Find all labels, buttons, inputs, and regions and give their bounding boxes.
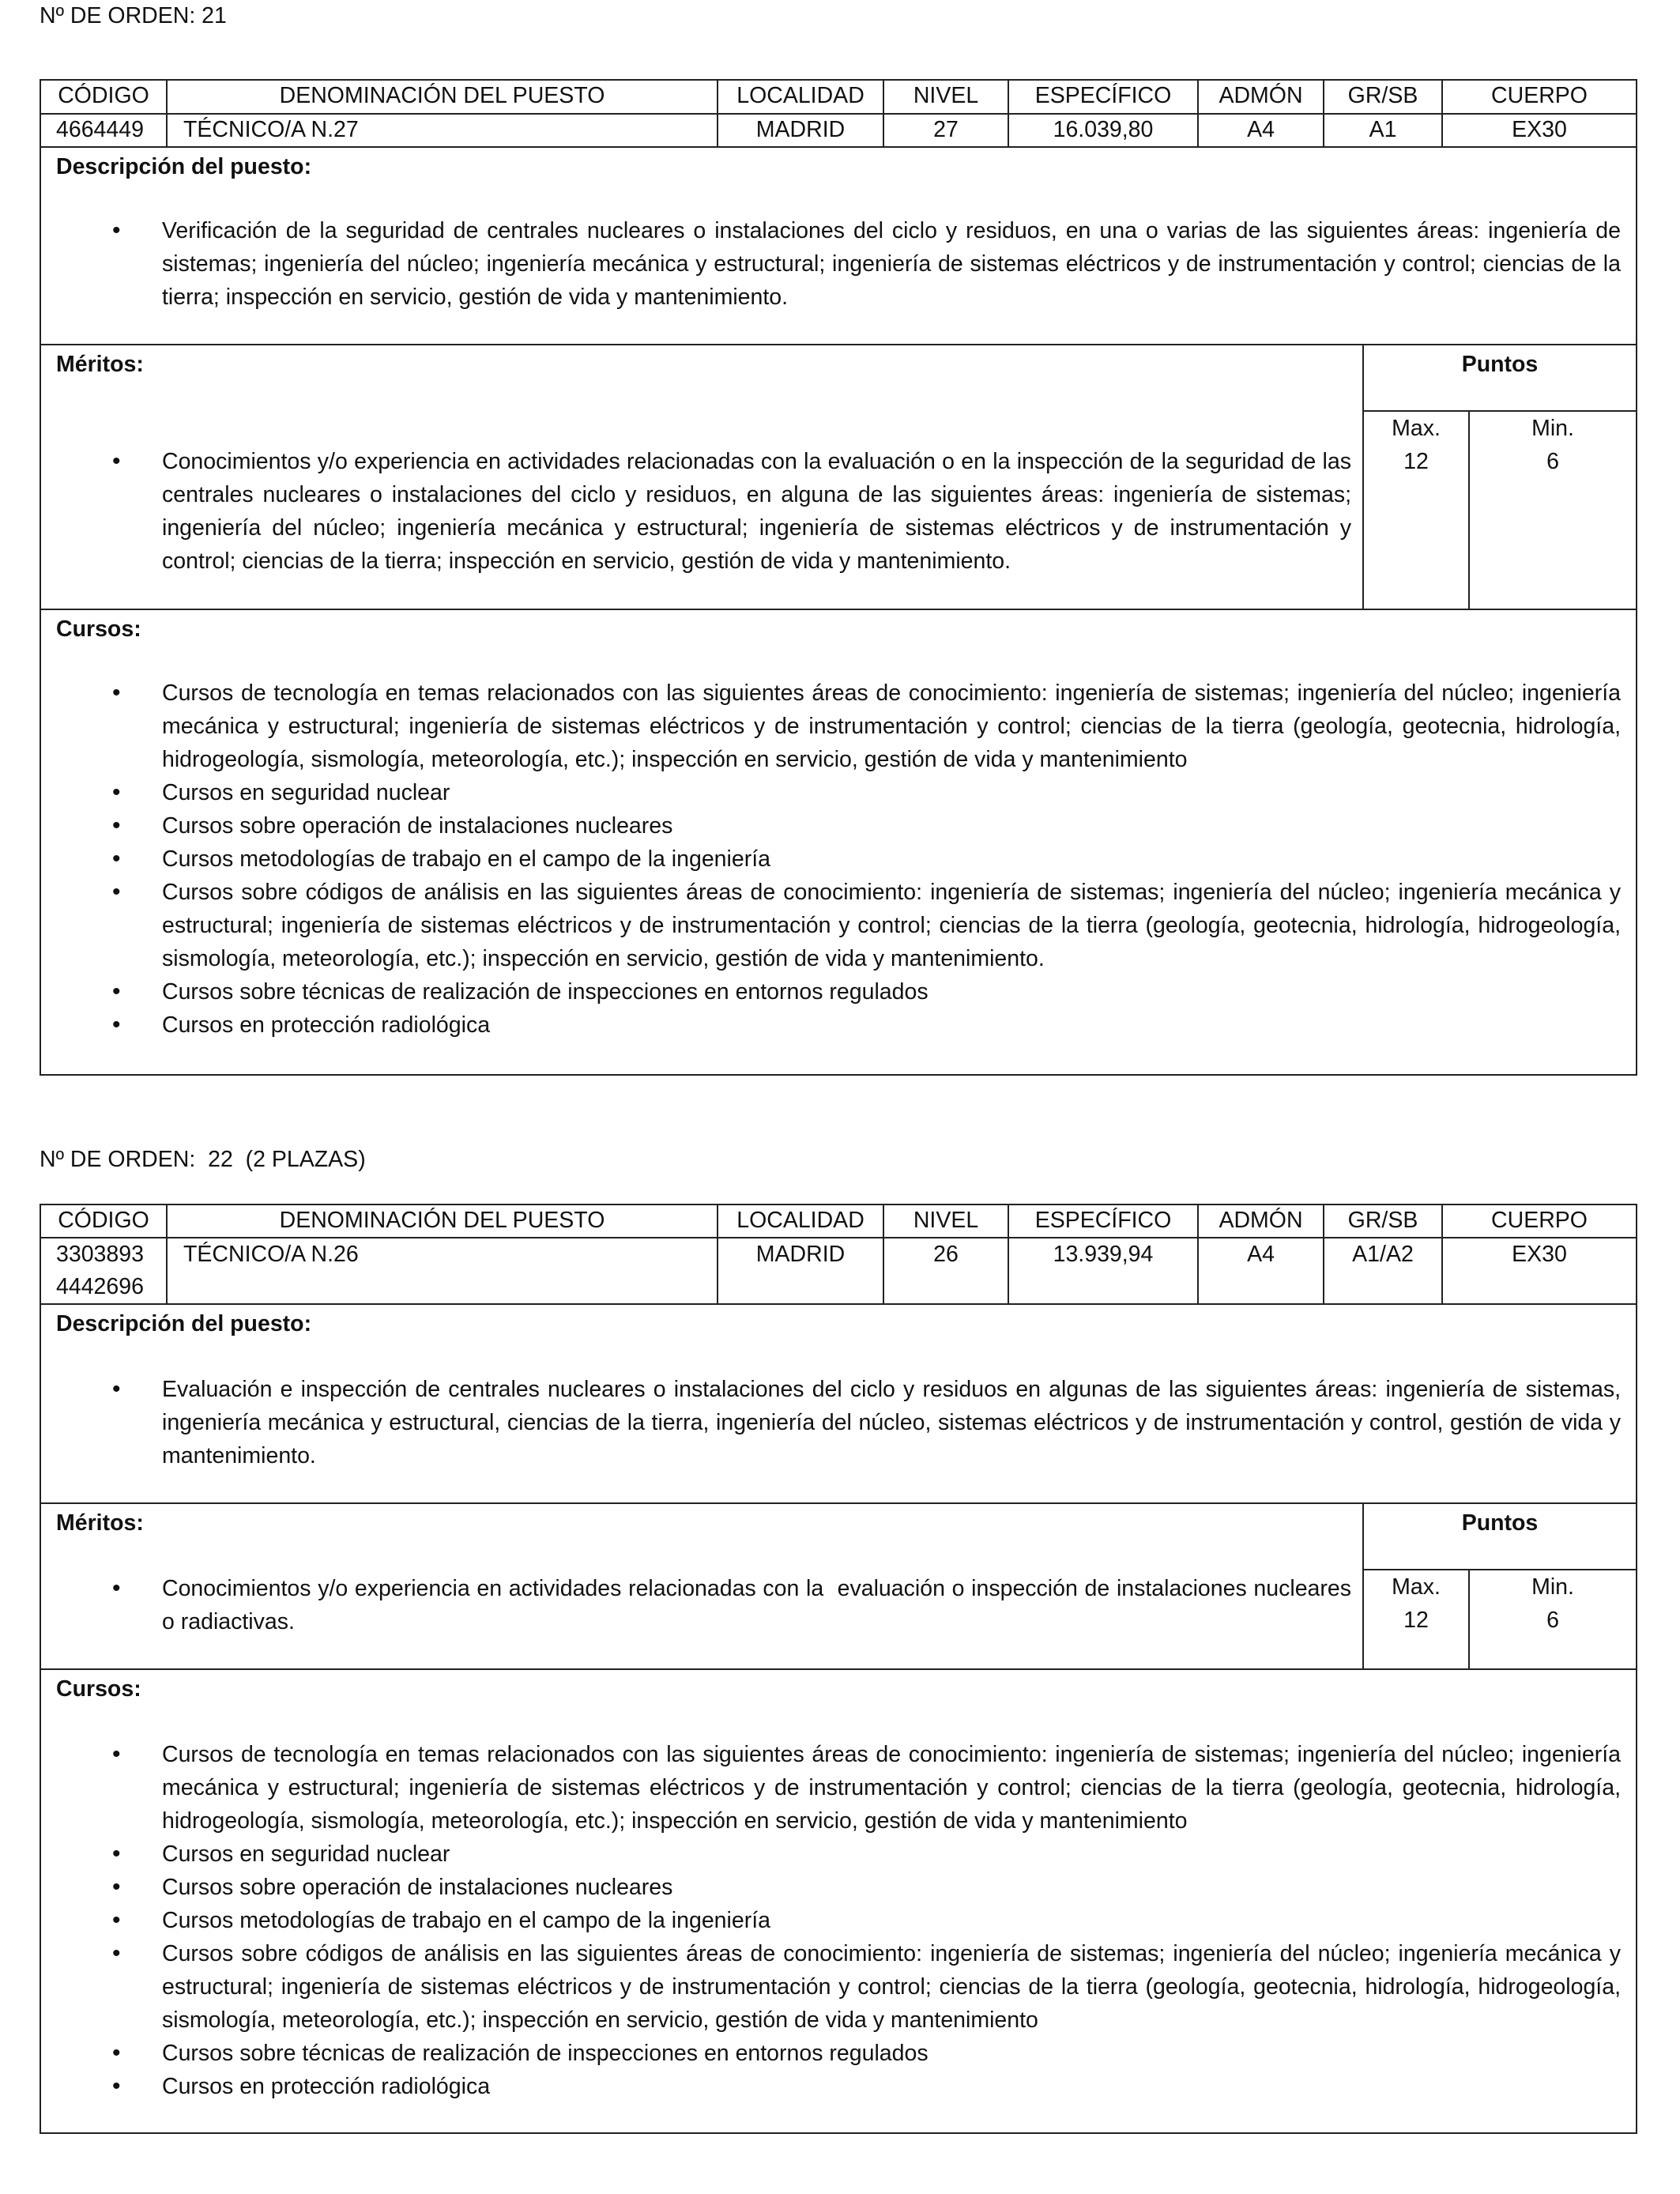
- points-label: Puntos: [1461, 352, 1539, 377]
- merits-text: [41, 345, 1365, 609]
- max-value: 12: [1403, 449, 1429, 474]
- cell-codigo: [41, 115, 168, 146]
- course-item: • Cursos en seguridad nuclear: [41, 1838, 1636, 1871]
- cell-denominacion: TÉCNICO/A N.27: [168, 115, 718, 146]
- data-row: [41, 115, 1636, 146]
- col-header-nivel: NIVEL: [884, 1205, 1009, 1237]
- col-header-grsb: GR/SB: [1324, 1205, 1443, 1237]
- merits-label: Méritos:: [56, 352, 144, 377]
- cell-cuerpo: EX30: [1512, 116, 1567, 142]
- description-item: • Verificación de la seguridad de centrales nucleares o instalaciones del ciclo y residuos, en una o varias de las siguientes áreas: ingeniería de sistemas; ingeniería del núcleo; ingeniería mecánica y estructural; ingeniería de sistemas eléctricos y de instrumentación y control; ciencias de la tierra; inspección en servicio, gestión de vida y mantenimiento.: [41, 214, 1636, 314]
- points-max-cell: [1364, 412, 1470, 609]
- codigo-value: 4442696: [56, 1274, 144, 1299]
- cell-grsb: A1/A2: [1324, 1238, 1443, 1303]
- points-box: [1362, 345, 1636, 609]
- col-header-localidad: LOCALIDAD: [718, 81, 884, 113]
- merits-label: Méritos:: [56, 1510, 144, 1536]
- col-header-cuerpo: CUERPO: [1491, 83, 1588, 108]
- courses-section: [40, 1670, 1637, 2134]
- position-header-table: [40, 79, 1637, 148]
- cell-codigo: [41, 1238, 168, 1303]
- cell-admon: A4: [1199, 115, 1324, 146]
- course-item: • Cursos en protección radiológica: [41, 2070, 1636, 2103]
- points-min-cell: [1470, 1570, 1636, 1668]
- col-header-codigo: CÓDIGO: [41, 81, 168, 113]
- course-item: • Cursos metodologías de trabajo en el campo de la ingeniería: [41, 1904, 1636, 1937]
- col-header-denominacion: DENOMINACIÓN DEL PUESTO: [168, 1205, 718, 1237]
- merits-text: [41, 1504, 1365, 1668]
- col-header-especifico: ESPECÍFICO: [1009, 1205, 1199, 1237]
- course-item: • Cursos sobre códigos de análisis en las siguientes áreas de conocimiento: ingeniería de sistemas; ingeniería del núcleo; ingeniería mecánica y estructural; ingeniería de sistemas eléctricos y de instrumentación y control; ciencias de la tierra (geología, geotecnia, hidrología, hidrogeología, sismología, meteorología, etc.); inspección en servicio, gestión de vida y mantenimiento.: [41, 876, 1636, 975]
- description-section: [40, 1305, 1637, 1504]
- cell-especifico: 13.939,94: [1009, 1238, 1199, 1303]
- merits-section: [40, 345, 1637, 610]
- merits-list: [41, 1572, 1365, 1638]
- course-item: • Cursos sobre códigos de análisis en las siguientes áreas de conocimiento: ingeniería de sistemas; ingeniería del núcleo; ingeniería mecánica y estructural; ingeniería de sistemas eléctricos y de instrumentación y control; ciencias de la tierra (geología, geotecnia, hidrología, hidrogeología, sismología, meteorología, etc.); inspección en servicio, gestión de vida y mantenimiento: [41, 1937, 1636, 2037]
- cell-localidad: MADRID: [718, 115, 884, 146]
- course-item: • Cursos de tecnología en temas relacionados con las siguientes áreas de conocimiento: ingeniería de sistemas; ingeniería del núcleo; ingeniería mecánica y estructural; ingeniería de sistemas eléctricos y de instrumentación y control; ciencias de la tierra (geología, geotecnia, hidrología, hidrogeología, sismología, meteorología, etc.); inspección en servicio, gestión de vida y mantenimiento: [41, 1738, 1636, 1838]
- max-value: 12: [1403, 1608, 1429, 1633]
- data-row: [41, 1238, 1636, 1303]
- col-header-especifico: ESPECÍFICO: [1009, 81, 1199, 113]
- min-value: 6: [1546, 1608, 1559, 1633]
- merits-list: [41, 445, 1365, 578]
- cell-especifico: 16.039,80: [1009, 115, 1199, 146]
- cell-denominacion: TÉCNICO/A N.26: [168, 1238, 718, 1303]
- courses-section: [40, 610, 1637, 1076]
- points-box: [1362, 1504, 1636, 1668]
- points-min-cell: [1470, 412, 1636, 609]
- points-label: Puntos: [1461, 1510, 1539, 1536]
- order-number-title: Nº DE ORDEN: 21: [40, 3, 227, 28]
- header-row: [41, 1205, 1636, 1238]
- description-section: [40, 148, 1637, 345]
- course-item: • Cursos metodologías de trabajo en el campo de la ingeniería: [41, 843, 1636, 876]
- max-label: Max.: [1392, 1574, 1441, 1600]
- cell-nivel: 27: [884, 115, 1009, 146]
- cell-nivel: 26: [884, 1238, 1009, 1303]
- col-header-denominacion: DENOMINACIÓN DEL PUESTO: [168, 81, 718, 113]
- description-item: • Evaluación e inspección de centrales nucleares o instalaciones del ciclo y residuos en algunas de las siguientes áreas: ingeniería de sistemas, ingeniería mecánica y estructural, ciencias de la tierra, ingeniería del núcleo, sistemas eléctricos y de instrumentación y control, gestión de vida y mantenimiento.: [41, 1373, 1636, 1472]
- header-row: [41, 81, 1636, 115]
- course-item: • Cursos en protección radiológica: [41, 1008, 1636, 1042]
- col-header-localidad: LOCALIDAD: [718, 1205, 884, 1237]
- cell-cuerpo: EX30: [1512, 1242, 1567, 1267]
- min-label: Min.: [1531, 1574, 1574, 1600]
- courses-label: Cursos:: [56, 1676, 141, 1702]
- col-header-nivel: NIVEL: [884, 81, 1009, 113]
- course-item: • Cursos sobre técnicas de realización de inspecciones en entornos regulados: [41, 2037, 1636, 2070]
- courses-list: [41, 677, 1636, 1042]
- col-header-grsb: GR/SB: [1324, 81, 1443, 113]
- description-label: Descripción del puesto:: [56, 1311, 312, 1336]
- course-item: • Cursos de tecnología en temas relacionados con las siguientes áreas de conocimiento: ingeniería de sistemas; ingeniería del núcleo; ingeniería mecánica y estructural; ingeniería de sistemas eléctricos y de instrumentación y control; ciencias de la tierra (geología, geotecnia, hidrología, hidrogeología, sismología, meteorología, etc.); inspección en servicio, gestión de vida y mantenimiento: [41, 677, 1636, 776]
- cell-admon: A4: [1199, 1238, 1324, 1303]
- cell-grsb: A1: [1324, 115, 1443, 146]
- description-list: [41, 1373, 1636, 1472]
- description-list: [41, 214, 1636, 314]
- merit-item: • Conocimientos y/o experiencia en actividades relacionadas con la evaluación o inspección de instalaciones nucleares o radiactivas.: [41, 1572, 1365, 1638]
- col-header-admon: ADMÓN: [1199, 81, 1324, 113]
- courses-label: Cursos:: [56, 616, 141, 642]
- col-header-cuerpo: CUERPO: [1491, 1208, 1588, 1233]
- codigo-value: 3303893: [56, 1242, 144, 1267]
- min-value: 6: [1546, 449, 1559, 474]
- codigo-value: 4664449: [56, 116, 144, 142]
- merit-item: • Conocimientos y/o experiencia en actividades relacionadas con la evaluación o en la inspección de la seguridad de las centrales nucleares o instalaciones del ciclo y residuos, en alguna de las siguientes áreas: ingeniería de sistemas; ingeniería del núcleo; ingeniería mecánica y estructural; ingeniería de sistemas eléctricos y de instrumentación y control; ciencias de la tierra; inspección en servicio, gestión de vida y mantenimiento.: [41, 445, 1365, 578]
- max-label: Max.: [1392, 416, 1441, 441]
- order-number-title: Nº DE ORDEN: 22 (2 PLAZAS): [40, 1147, 366, 1172]
- col-header-admon: ADMÓN: [1199, 1205, 1324, 1237]
- course-item: • Cursos sobre operación de instalaciones nucleares: [41, 1871, 1636, 1904]
- points-max-cell: [1364, 1570, 1470, 1668]
- description-label: Descripción del puesto:: [56, 154, 312, 179]
- course-item: • Cursos en seguridad nuclear: [41, 776, 1636, 809]
- col-header-codigo: CÓDIGO: [41, 1205, 168, 1237]
- courses-list: [41, 1738, 1636, 2103]
- course-item: • Cursos sobre operación de instalaciones nucleares: [41, 809, 1636, 843]
- min-label: Min.: [1531, 416, 1574, 441]
- course-item: • Cursos sobre técnicas de realización de inspecciones en entornos regulados: [41, 975, 1636, 1008]
- merits-section: [40, 1504, 1637, 1670]
- position-header-table: [40, 1204, 1637, 1305]
- cell-localidad: MADRID: [718, 1238, 884, 1303]
